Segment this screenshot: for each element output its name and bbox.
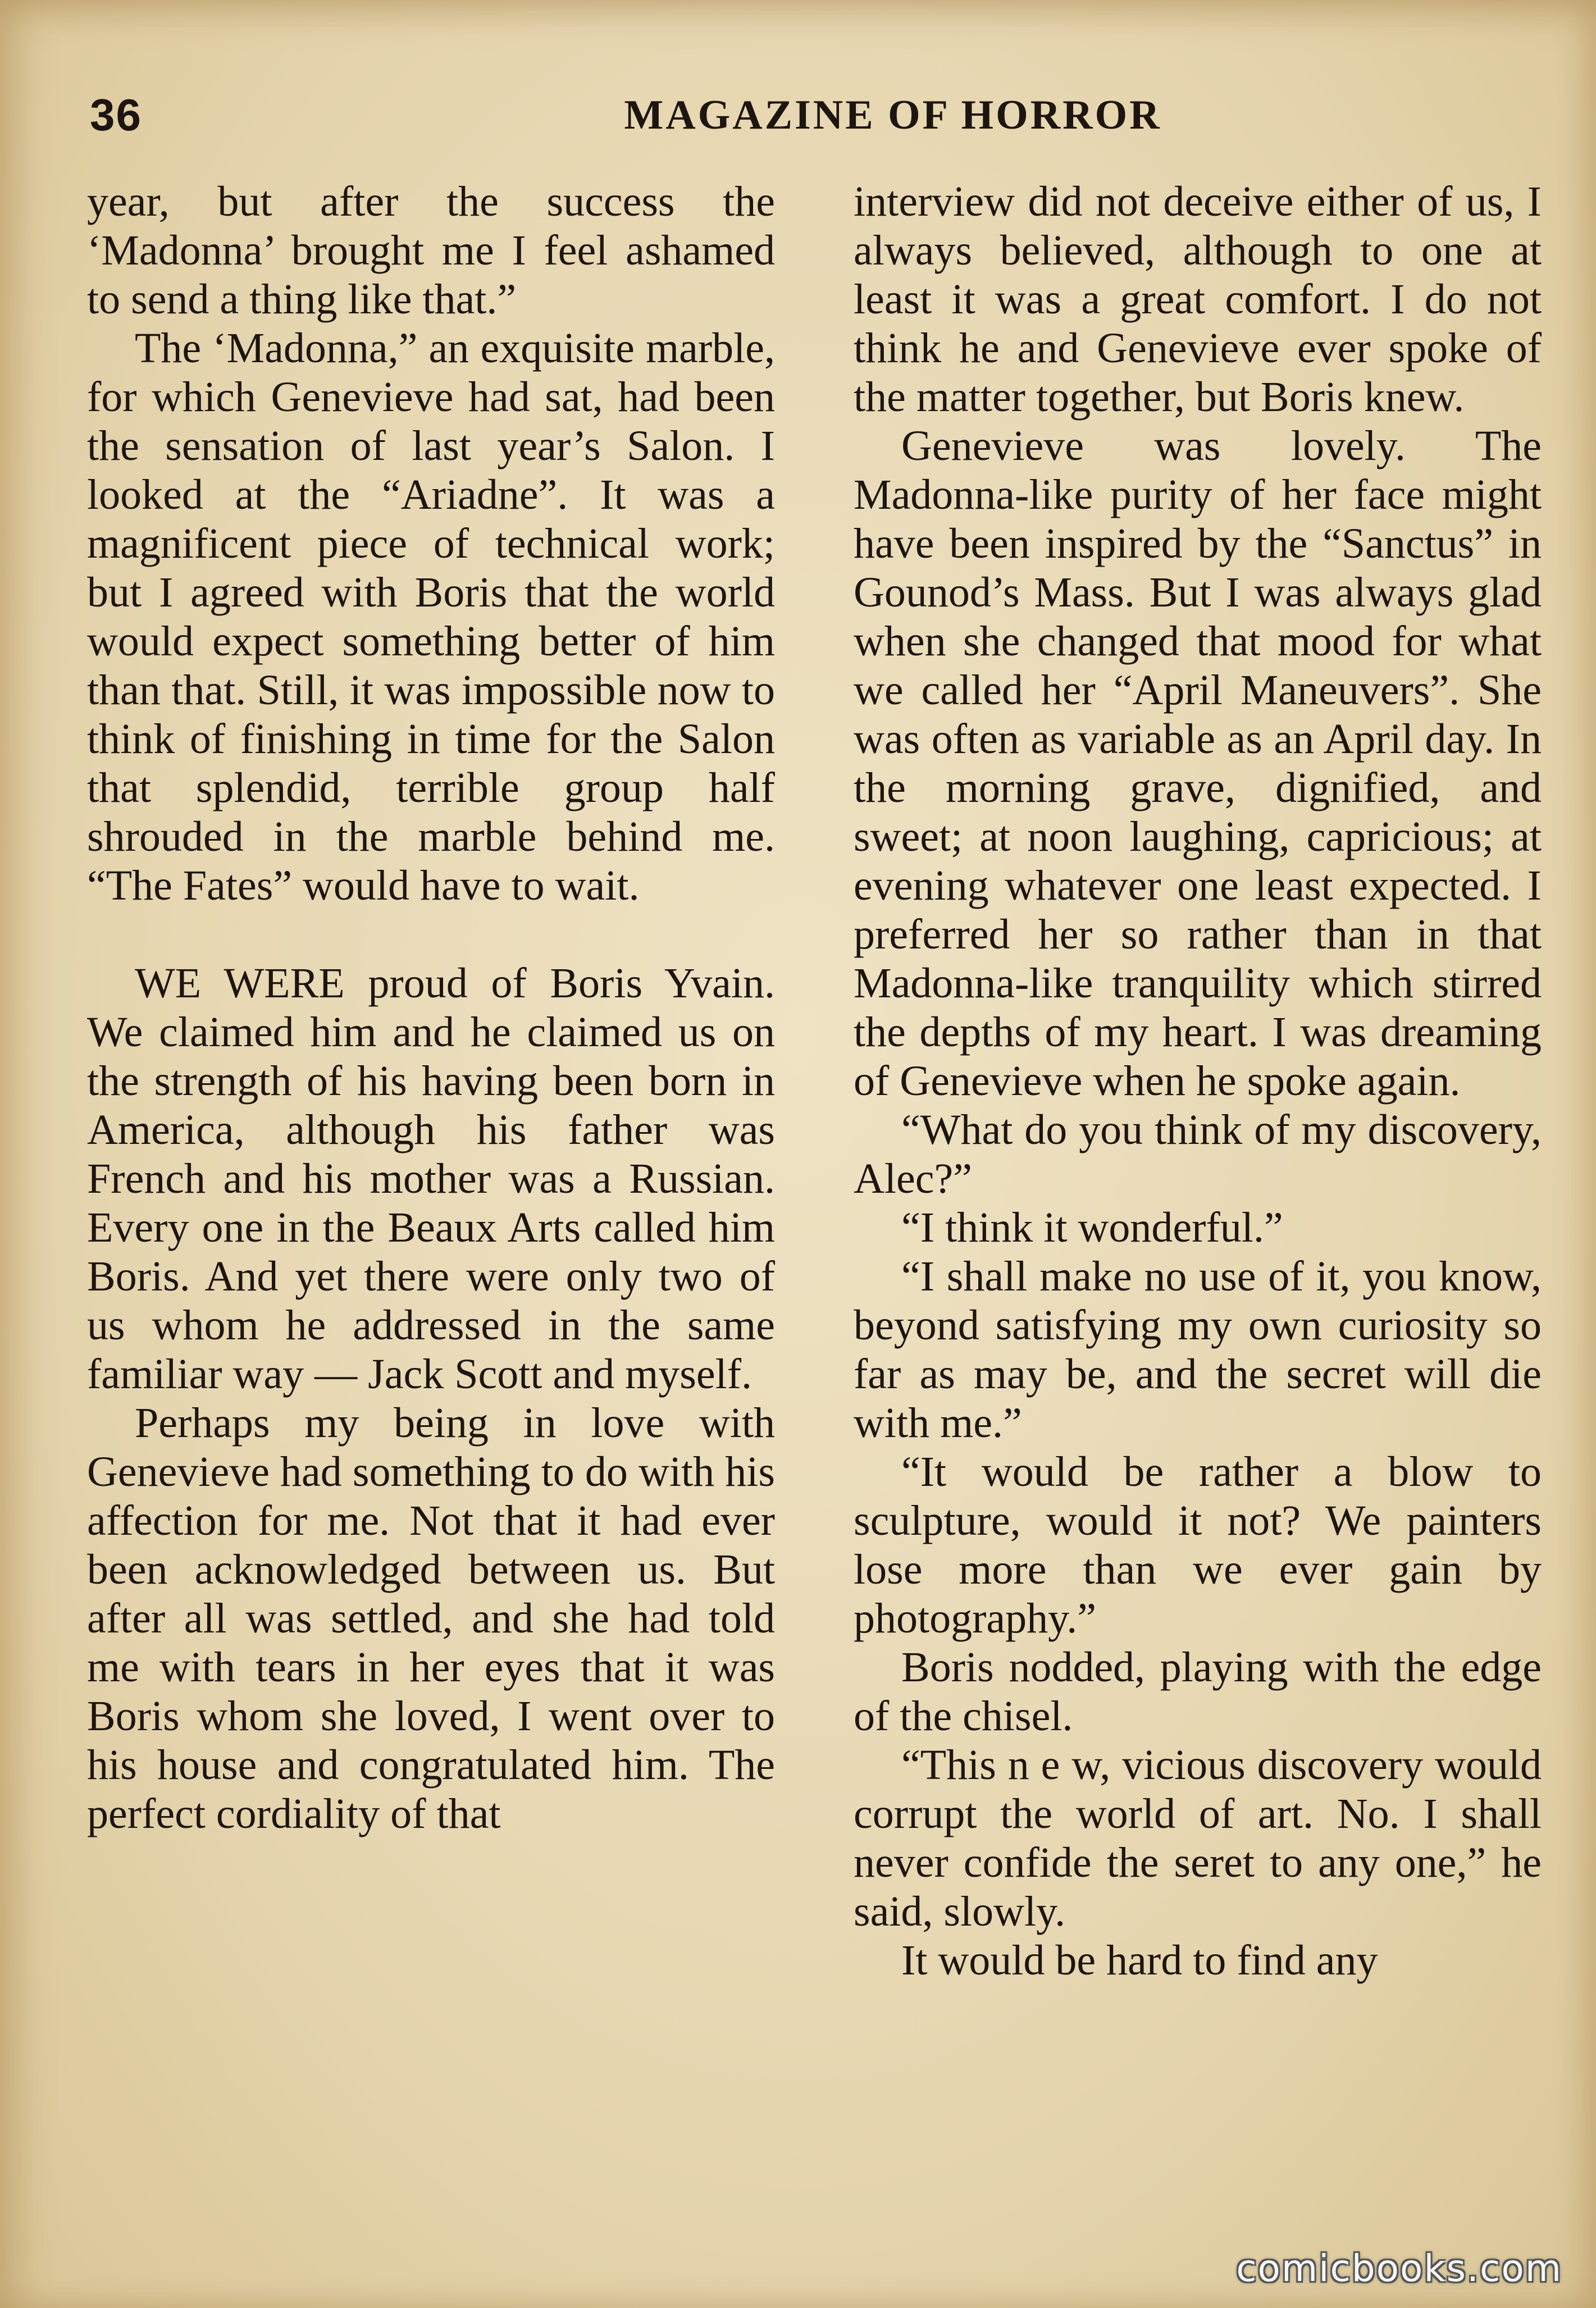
- paragraph: The ‘Madonna,” an exquisite marble, for which Genevieve had sat, had been the sensation of last year’s Salon. I looked at the “Ariadne”. It was a magnificent piece of technical work; but I agreed with Boris that the world would expect something better of him than that. Still, it was impossible now to think of finishing in time for the Salon that splendid, terrible group half shrouded in the marble behind me. “The Fates” would have to wait.: [87, 325, 775, 909]
- paragraph-section-start: WE WERE proud of Boris Yvain. We claimed him and he claimed us on the strength of his having been born in America, although his father was French and his mother was a Russian. Every one in the Beaux Arts called him Boris. And yet there were only two of us whom he addressed in the same familiar way — Jack Scott and myself.: [87, 960, 775, 1398]
- right-column: [854, 177, 1542, 1985]
- page-number: 36: [90, 90, 142, 140]
- paragraph: Perhaps my being in love with Genevieve had something to do with his affection for me. Not that it had ever been acknowledged between us. But after all was settled, and she had told me with tears in her eyes that it was Boris whom she loved, I went over to his house and congratulated him. The perfect cordiality of that: [87, 1399, 775, 1837]
- paragraph: interview did not deceive either of us, I always believed, although to one at least it was a great comfort. I do not think he and Genevieve ever spoke of the matter together, but Boris knew.: [854, 178, 1542, 421]
- paragraph: Boris nodded, playing with the edge of the chisel.: [854, 1644, 1542, 1740]
- site-watermark: comicbooks.com: [1236, 2247, 1562, 2290]
- paragraph: “I shall make no use of it, you know, beyond satisfying my own curiosity so far as may be, and the secret will die with me.”: [854, 1253, 1542, 1447]
- paragraph: year, but after the success the ‘Madonna’ brought me I feel ashamed to send a thing like that.”: [87, 178, 775, 323]
- paragraph: It would be hard to find any: [901, 1937, 1378, 1984]
- running-head: MAGAZINE OF HORROR: [624, 92, 1162, 138]
- paragraph: “It would be rather a blow to sculpture, would it not? We painters lose more than we ever gain by photography.”: [854, 1448, 1542, 1642]
- page-header: [84, 84, 1544, 146]
- left-column: [87, 177, 775, 1839]
- paragraph: “I think it wonderful.”: [901, 1204, 1283, 1251]
- paragraph: “This n e w, vicious discovery would corrupt the world of art. No. I shall never confide the seret to any one,” he said, slowly.: [854, 1741, 1542, 1935]
- paragraph: Genevieve was lovely. The Madonna-like purity of her face might have been inspired by the “Sanctus” in Gounod’s Mass. But I was always glad when she changed that mood for what we called her “April Maneuvers”. She was often as variable as an April day. In the morning grave, dignified, and sweet; at noon laughing, capricious; at evening whatever one least expected. I preferred her so rather than in that Madonna-like tranquility which stirred the depths of my heart. I was dreaming of Genevieve when he spoke again.: [854, 422, 1542, 1105]
- paragraph: “What do you think of my discovery, Alec?”: [854, 1106, 1542, 1202]
